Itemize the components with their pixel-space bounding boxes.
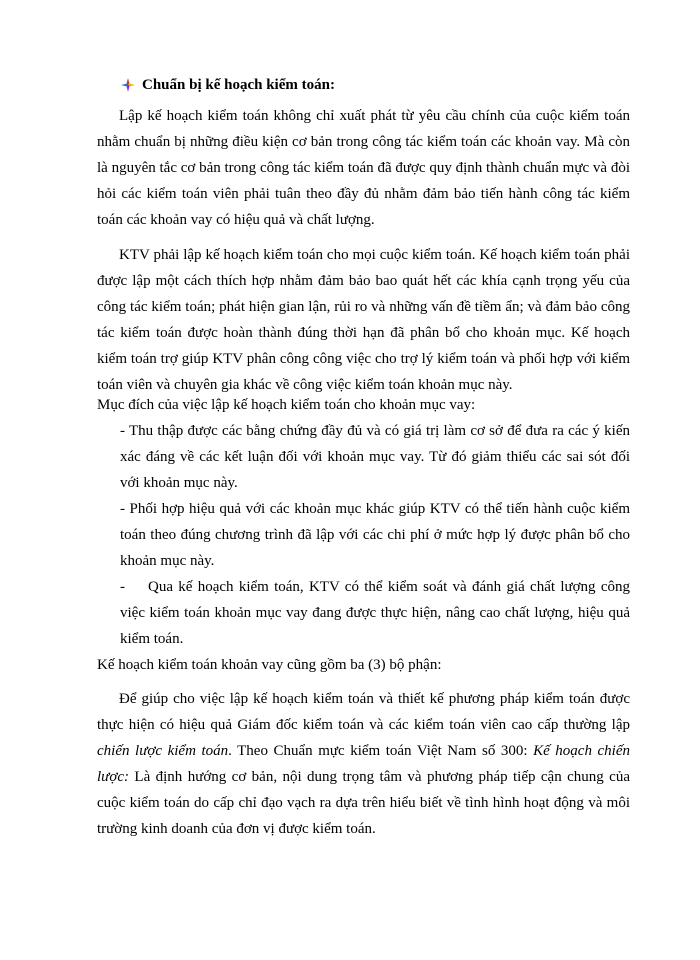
strategy-term: chiến lược kiểm toán — [97, 743, 229, 759]
bullet-coordinate-items: - Phối hợp hiệu quả với các khoản mục khác giúp KTV có thể tiến hành cuộc kiểm toán theo đúng chương trình đã lập với các chi phí ở mức hợp lý được phân bổ cho khoản mục này. — [120, 501, 630, 569]
paragraph-objectives-intro: Mục đích của việc lập kế hoạch kiểm toán cho khoản mục vay: — [97, 397, 476, 413]
bullet-quality-control — [120, 574, 630, 652]
bullet-dash: - — [120, 579, 125, 595]
paragraph-ktv-planning: KTV phải lập kế hoạch kiểm toán cho mọi cuộc kiểm toán. Kế hoạch kiểm toán phải được lập một cách thích hợp nhằm đảm bảo bao quát hết các khía cạnh trọng yếu của công tác kiểm toán; phát hiện gian lận, rủi ro và những vấn đề tiềm ẩn; và đảm bảo công tác kiểm toán được hoàn thành đúng thời hạn đã phân bổ cho khoản mục. Kế hoạch kiểm toán trợ giúp KTV phân công công việc cho trợ lý kiểm toán và phối hợp với kiểm toán viên và chuyên gia khác về công việc kiểm toán khoản mục này. — [97, 247, 630, 393]
paragraph-strategy — [97, 686, 630, 842]
paragraph-three-parts: Kế hoạch kiểm toán khoản vay cũng gồm ba (3) bộ phận: — [97, 657, 442, 673]
bullet-collect-evidence: - Thu thập được các bằng chứng đầy đủ và có giá trị làm cơ sở để đưa ra các ý kiến xác đáng về các kết luận đối với khoản mục vay. Từ đó giảm thiểu các sai sót đối với khoản mục này. — [120, 423, 630, 491]
section-heading-text: Chuẩn bị kế hoạch kiểm toán: — [142, 77, 335, 93]
paragraph-planning-purpose: Lập kế hoạch kiểm toán không chỉ xuất phát từ yêu cầu chính của cuộc kiểm toán nhằm chuẩn bị những điều kiện cơ bản trong công tác kiểm toán các khoản vay. Mà còn là nguyên tắc cơ bản trong công tác kiểm toán đã được quy định thành chuẩn mực và đòi hỏi các kiểm toán viên phải tuân theo đầy đủ nhằm đảm bảo tiến hành công tác kiểm toán các khoản vay có hiệu quả và chất lượng. — [97, 108, 630, 228]
strategy-text-a: Để giúp cho việc lập kế hoạch kiểm toán và thiết kế phương pháp kiểm toán được thực hiện có hiệu quả Giám đốc kiểm toán và các kiểm toán viên cao cấp thường lập — [97, 691, 630, 733]
pin-icon — [120, 77, 136, 93]
strategy-text-b: . Theo Chuẩn mực kiểm toán Việt Nam số 300: — [228, 743, 534, 759]
section-heading — [120, 73, 335, 97]
bullet-quality-control-text: Qua kế hoạch kiểm toán, KTV có thể kiểm soát và đánh giá chất lượng công việc kiểm toán khoản mục vay đang được thực hiện, nâng cao chất lượng, hiệu quả kiểm toán. — [120, 579, 630, 647]
strategy-text-c: Là định hướng cơ bản, nội dung trọng tâm và phương pháp tiếp cận chung của cuộc kiểm toán do cấp chỉ đạo vạch ra dựa trên hiểu biết về tình hình hoạt động và môi trường kinh doanh của đơn vị được kiểm toán. — [97, 769, 630, 837]
strategy-plan-term: Kế hoạch chiến lược: — [97, 743, 630, 785]
